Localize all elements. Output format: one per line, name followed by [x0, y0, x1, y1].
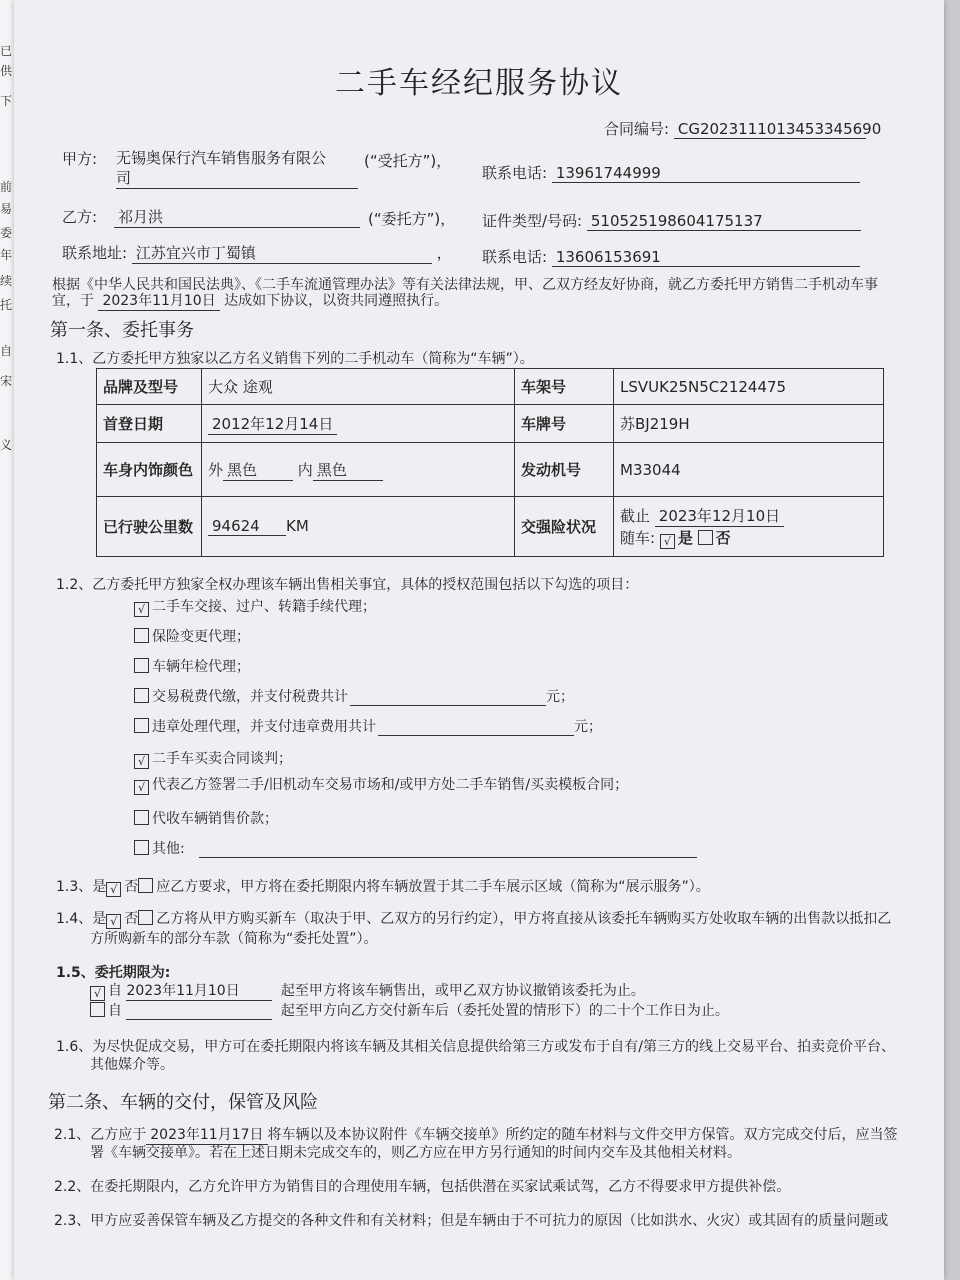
contract-number-value: CG2023111013453345690 [674, 120, 866, 139]
brand-label: 品牌及型号 [97, 369, 202, 405]
reg-date-label: 首登日期 [97, 405, 202, 443]
clause-2-1-line-2: 署《车辆交接单》。若在上述日期未完成交车的，则乙方应在甲方另行通知的时间内交车及其他相关材料。 [90, 1145, 741, 1161]
clause-2-1: 2.1、乙方应于 2023年11月17日 将车辆以及本协议附件《车辆交接单》所约定的随车材料与文件交甲方保管。双方完成交付后，应当签 [54, 1124, 898, 1145]
brand-value: 大众 途观 [202, 369, 515, 405]
clause-1-6-line-2: 其他媒介等。 [90, 1057, 174, 1073]
edge-char: 前 [0, 180, 13, 194]
exterior-color: 黑色 [223, 459, 293, 481]
option-label: 二手车交接、过户、转籍手续代理； [152, 599, 376, 615]
option-label: 违章处理代理，并支付违章费用共计 [152, 719, 376, 735]
insurance-label: 交强险状况 [515, 497, 614, 557]
clause-1-3: 1.3、是 √ 否 应乙方要求，甲方将在委托期限内将车辆放置于其二手车展示区域（简称为“展示服务”）。 [56, 879, 710, 896]
clause-1-6: 1.6、为尽快促成交易，甲方可在委托期限内将该车辆及其相关信息提供给第三方或发布于自有/第三方的线上交易平台、拍卖竞价平台、 [56, 1039, 895, 1055]
clause-1-3-no-checkbox[interactable] [138, 878, 153, 893]
option-checkbox[interactable] [134, 840, 149, 855]
address-value: 江苏宜兴市丁蜀镇 [132, 242, 432, 264]
party-b-label: 乙方: [62, 208, 98, 226]
mileage-label: 已行驶公里数 [97, 497, 202, 557]
insurance-until: 2023年12月10日 [655, 505, 784, 527]
party-b-role: (“委托方”)， [368, 210, 456, 228]
option-label: 车辆年检代理； [152, 659, 250, 675]
edge-char: 托 [0, 298, 13, 312]
authorization-option [134, 808, 278, 828]
option-checkbox[interactable]: √ [134, 754, 149, 769]
clause-1-2: 1.2、乙方委托甲方独家全权办理该车辆出售相关事宜，具体的授权范围包括以下勾选的项目： [56, 577, 639, 593]
color-value: 外 黑色 内 黑色 [202, 443, 515, 497]
clause-1-4-no-checkbox[interactable] [138, 910, 153, 925]
vin-label: 车架号 [515, 369, 614, 405]
blank-line[interactable] [350, 691, 546, 706]
authorization-option [134, 626, 250, 646]
clause-2-3: 2.3、甲方应妥善保管车辆及乙方提交的各种文件和有关材料；但是车辆由于不可抗力的原因（比如洪水、火灾）或其固有的质量问题或 [54, 1213, 889, 1229]
clause-1-4-yes-checkbox[interactable]: √ [106, 914, 121, 929]
party-a-role: (“受托方”)， [364, 152, 452, 170]
mileage-value: 94624 [208, 517, 286, 536]
blank-line[interactable] [378, 721, 574, 736]
option-checkbox[interactable]: √ [134, 602, 149, 617]
party-a-name: 无锡奥保行汽车销售服务有限公 司 [116, 148, 358, 189]
clause-2-2: 2.2、在委托期限内，乙方允许甲方为销售目的合理使用车辆，包括供潜在买家试乘试驾，乙方不得要求甲方提供补偿。 [54, 1179, 791, 1195]
clause-1-1: 1.1、乙方委托甲方独家以乙方名义销售下列的二手机动车（简称为“车辆”）。 [56, 351, 534, 367]
option-label: 二手车买卖合同谈判； [152, 751, 292, 767]
section-1-heading: 第一条、委托事务 [50, 320, 194, 341]
authorization-option [134, 686, 574, 706]
option-label: 交易税费代缴，并支付税费共计 [152, 689, 348, 705]
term-option-2-checkbox[interactable] [90, 1002, 105, 1017]
blank-line[interactable] [199, 843, 697, 858]
edge-char: 续 [0, 274, 13, 288]
mileage-cell: 94624 KM [202, 497, 515, 557]
party-b-phone: 联系电话: 13606153691 [482, 246, 860, 267]
option-suffix: 元； [574, 719, 602, 735]
edge-char: 委 [0, 226, 13, 240]
address: 联系地址: 江苏宜兴市丁蜀镇 ， [62, 244, 452, 262]
delivery-date: 2023年11月17日 [146, 1124, 267, 1145]
edge-char: 宋 [0, 374, 13, 388]
option-checkbox[interactable] [134, 718, 149, 733]
option-label: 代表乙方签署二手/旧机动车交易市场和/或甲方处二手车销售/买卖模板合同； [152, 777, 629, 793]
edge-char: 自 [0, 344, 13, 358]
color-label: 车身内饰颜色 [97, 443, 202, 497]
term-option-2: 自 起至甲方向乙方交付新车后（委托处置的情形下）的二十个工作日为止。 [90, 1000, 729, 1020]
authorization-option [134, 596, 376, 617]
option-checkbox[interactable]: √ [134, 780, 149, 795]
clause-1-5-heading: 1.5、委托期限为: [56, 965, 171, 981]
edge-char: 供 [0, 64, 13, 78]
authorization-option [134, 716, 602, 736]
vin-value: LSVUK25N5C2124475 [614, 369, 884, 405]
party-a-phone-value: 13961744999 [552, 164, 860, 183]
clause-1-4: 1.4、是 √ 否 乙方将从甲方购买新车（取决于甲、乙双方的另行约定），甲方将直接从该委托车辆购买方处收取车辆的出售款以抵扣乙 [56, 911, 892, 928]
engine-label: 发动机号 [515, 443, 614, 497]
intro-line-1: 根据《中华人民共和国民法典》、《二手车流通管理办法》等有关法律法规，甲、乙双方经友好协商，就乙方委托甲方销售二手机动车事 [52, 277, 878, 293]
option-label: 保险变更代理； [152, 629, 250, 645]
edge-char: 下 [0, 94, 13, 108]
section-2-heading: 第二条、车辆的交付，保管及风险 [48, 1092, 318, 1113]
option-suffix: 元； [546, 689, 574, 705]
edge-char: 义 [0, 438, 13, 452]
adjacent-page-edge [0, 0, 15, 1280]
option-checkbox[interactable] [134, 810, 149, 825]
edge-char: 年 [0, 248, 13, 262]
interior-color: 黑色 [313, 459, 383, 481]
plate-value: 苏BJ219H [614, 405, 884, 443]
term-start-date: 2023年11月10日 [126, 983, 240, 999]
party-b-phone-value: 13606153691 [552, 248, 860, 267]
reg-date-value: 2012年12月14日 [208, 413, 337, 435]
clause-1-3-yes-checkbox[interactable]: √ [106, 882, 121, 897]
insurance-yes-checkbox[interactable]: √ [660, 534, 675, 549]
insurance-cell: 截止 2023年12月10日 随车: √ 是 否 [614, 497, 884, 557]
document-title: 二手车经纪服务协议 [335, 66, 623, 101]
option-label: 代收车辆销售价款； [152, 811, 278, 827]
authorization-option [134, 656, 250, 676]
clause-1-4-line-2: 方所购新车的部分车款（简称为“委托处置”）。 [90, 931, 378, 947]
engine-value: M33044 [614, 443, 884, 497]
intro-line-2: 宜，于 2023年11月10日 达成如下协议，以资共同遵照执行。 [52, 290, 448, 311]
contract-number: 合同编号: CG2023111013453345690 [604, 120, 882, 138]
authorization-option [134, 748, 292, 769]
vehicle-info-table [96, 368, 884, 557]
option-checkbox[interactable] [134, 658, 149, 673]
party-b-id: 证件类型/号码: 510525198604175137 [482, 210, 861, 231]
party-a-phone: 联系电话: 13961744999 [482, 162, 860, 183]
edge-char: 易 [0, 202, 13, 216]
authorization-option [134, 838, 697, 858]
term-option-1-checkbox[interactable]: √ [90, 986, 105, 1001]
insurance-no-checkbox[interactable] [698, 530, 713, 545]
edge-char: 已 [0, 44, 13, 58]
contract-page [14, 0, 944, 1280]
party-a-label: 甲方: [62, 150, 98, 168]
party-b-id-value: 510525198604175137 [587, 212, 861, 231]
option-checkbox[interactable] [134, 688, 149, 703]
agreement-date: 2023年11月10日 [98, 290, 219, 311]
option-label: 其他: [152, 841, 185, 857]
party-b-name: 祁月洪 [114, 206, 360, 228]
authorization-option [134, 774, 628, 795]
option-checkbox[interactable] [134, 628, 149, 643]
term-option-1: √ 自 2023年11月10日 起至甲方将该车辆售出，或甲乙双方协议撤销该委托为止。 [90, 980, 645, 1001]
plate-label: 车牌号 [515, 405, 614, 443]
